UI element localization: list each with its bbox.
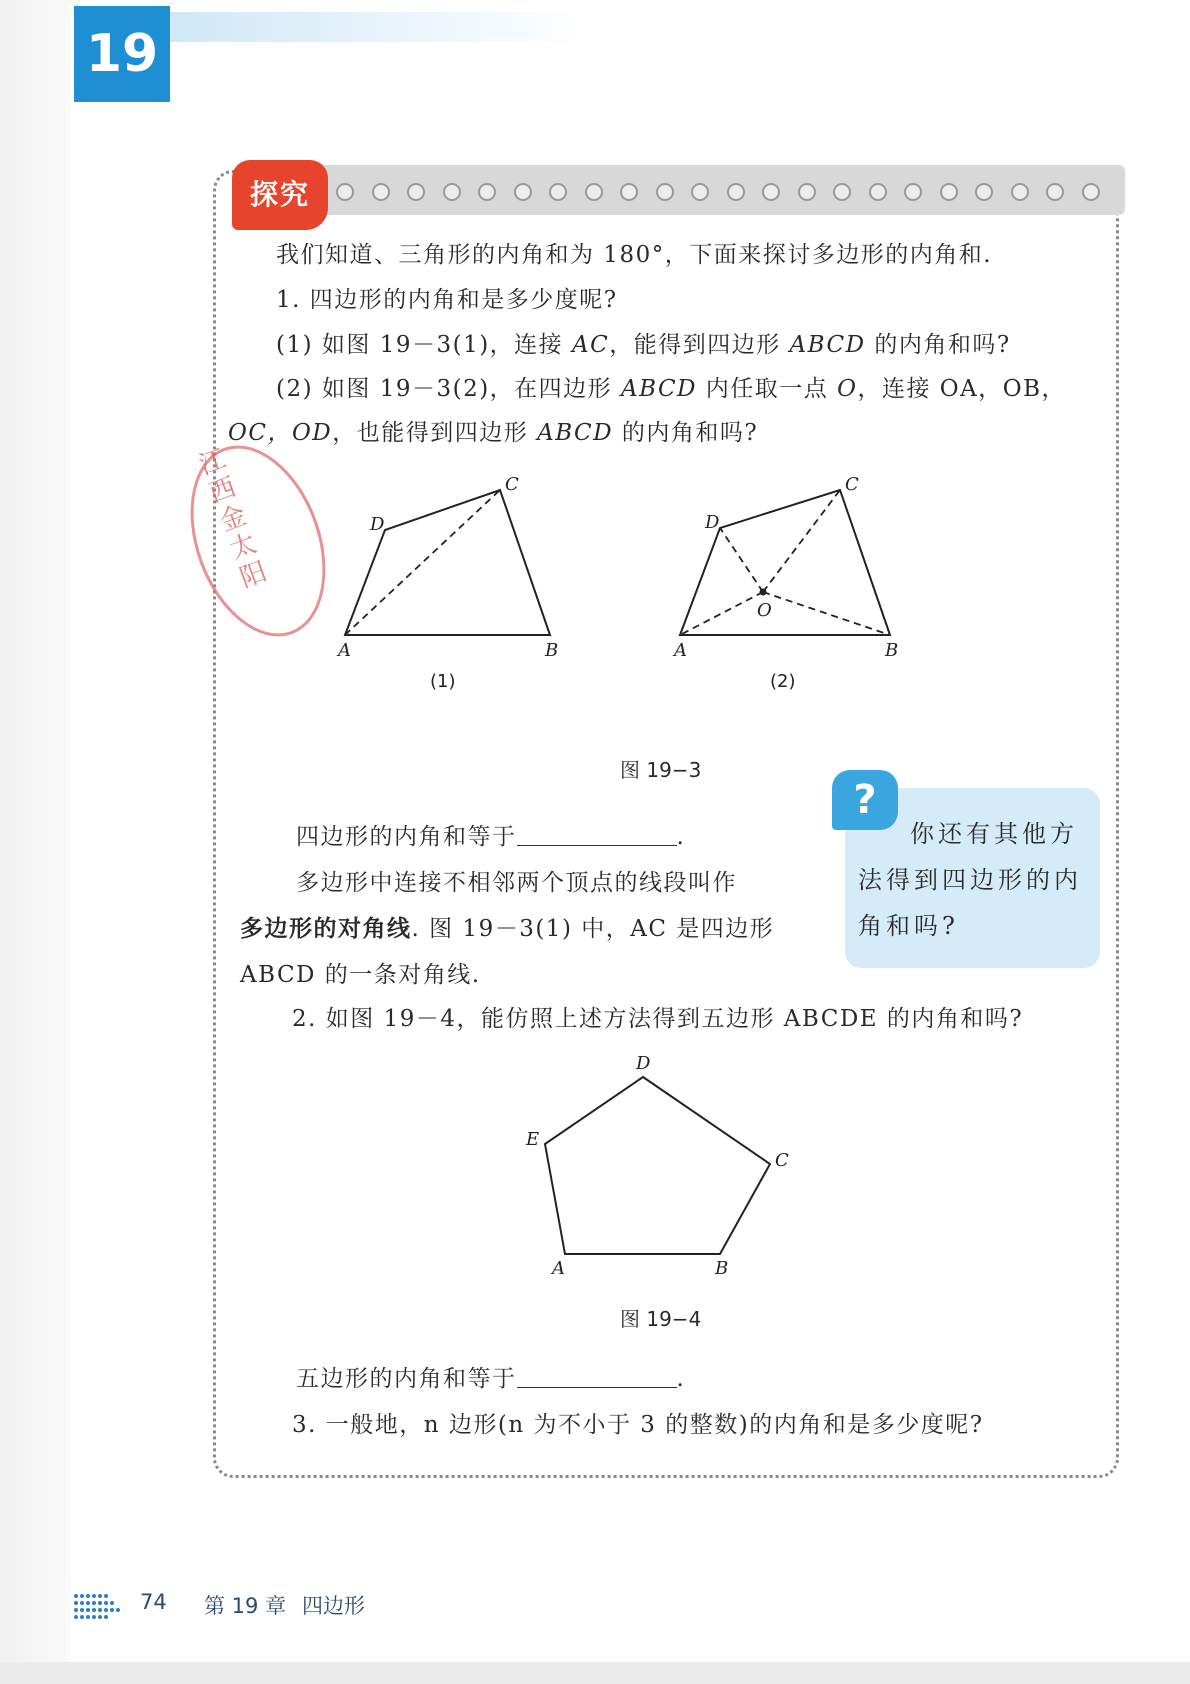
figure-19-4 [510, 1052, 810, 1282]
intro-paragraph: 我们知道、三角形的内角和为 180°，下面来探讨多边形的内角和. [276, 242, 993, 268]
binder-ring [585, 183, 603, 201]
figure-19-3-1-quadrilateral [336, 474, 558, 661]
answer-blank-1[interactable] [517, 825, 677, 846]
binder-ring [620, 183, 638, 201]
label-a-2: A [674, 640, 687, 661]
binder-ring [940, 183, 958, 201]
hint-line-3: 角和吗? [858, 912, 959, 940]
chapter-number-tab: 19 [74, 6, 170, 102]
binder-ring [656, 183, 674, 201]
diagonal-definition-line2: 多边形的对角线. 图 19－3(1) 中，AC 是四边形 [240, 916, 775, 942]
binder-ring [1082, 183, 1100, 201]
label-c-1: C [505, 474, 519, 495]
binder-ring [833, 183, 851, 201]
figure-19-3-2-quadrilateral [672, 474, 898, 661]
binder-ring [478, 183, 496, 201]
sub-caption-1: (1) [430, 671, 456, 692]
page-margin-shade [0, 0, 70, 1684]
fill-quadrilateral-sum: 四边形的内角和等于 . [296, 824, 686, 850]
binder-ring [691, 183, 709, 201]
figure-19-3-caption: 图 19−3 [620, 758, 702, 782]
label-b-pentagon: B [715, 1258, 729, 1279]
sub-caption-2: (2) [770, 671, 796, 692]
hint-line-2: 法得到四边形的内 [858, 866, 1082, 894]
diagonal-definition-line3: ABCD 的一条对角线. [240, 962, 481, 988]
label-b-1: B [545, 640, 559, 661]
footer-chapter-title: 四边形 [302, 1594, 365, 1618]
footer-dots-icon [72, 1590, 132, 1624]
label-d-2: D [705, 512, 720, 533]
binder-ring [1046, 183, 1064, 201]
diagonal-ac [345, 490, 500, 635]
binder-ring [336, 183, 354, 201]
label-a-1: A [338, 640, 351, 661]
figure-19-4-caption: 图 19−4 [620, 1307, 702, 1331]
question-1a: (1) 如图 19－3(1)，连接 AC，能得到四边形 ABCD 的内角和吗? [276, 332, 1011, 358]
explore-tag: 探究 [232, 160, 328, 230]
footer-chapter-label: 第 19 章 [204, 1594, 287, 1618]
binder-ring [762, 183, 780, 201]
label-e-pentagon: E [526, 1129, 540, 1150]
question-1b-line1: (2) 如图 19－3(2)，在四边形 ABCD 内任取一点 O，连接 OA，OB， [276, 376, 1067, 402]
label-b-2: B [885, 640, 899, 661]
binder-ring [798, 183, 816, 201]
answer-blank-2[interactable] [517, 1367, 677, 1388]
binder-ring [869, 183, 887, 201]
binder-ring [372, 183, 390, 201]
figure-19-3 [330, 470, 950, 730]
bottom-shade [0, 1662, 1190, 1684]
binder-ring [904, 183, 922, 201]
diagonal-term: 多边形的对角线 [240, 916, 412, 942]
fill-pentagon-sum: 五边形的内角和等于 . [296, 1366, 686, 1392]
label-c-pentagon: C [775, 1150, 789, 1171]
label-d-1: D [370, 514, 385, 535]
page-number: 74 [140, 1590, 167, 1614]
label-d-pentagon: D [636, 1053, 651, 1074]
question-2: 2. 如图 19－4，能仿照上述方法得到五边形 ABCDE 的内角和吗? [292, 1006, 1024, 1032]
chapter-header-bar [170, 12, 590, 42]
binder-ring [727, 183, 745, 201]
binder-ring [549, 183, 567, 201]
binder-ring [514, 183, 532, 201]
label-c-2: C [845, 474, 859, 495]
binder-ring [407, 183, 425, 201]
question-1: 1. 四边形的内角和是多少度呢? [276, 287, 618, 313]
pentagon [545, 1077, 770, 1254]
stamp-text: 江西金太阳 [195, 444, 271, 594]
hint-line-1: 你还有其他方 [910, 820, 1078, 848]
question-1b-line2: OC，OD，也能得到四边形 ABCD 的内角和吗? [228, 420, 759, 446]
binder-ring [975, 183, 993, 201]
binder-ring [1011, 183, 1029, 201]
label-a-pentagon: A [552, 1258, 565, 1279]
question-mark-icon: ? [832, 770, 898, 830]
point-o [760, 589, 767, 596]
binder-ring [443, 183, 461, 201]
question-3: 3. 一般地，n 边形(n 为不小于 3 的整数)的内角和是多少度呢? [292, 1412, 984, 1438]
label-o: O [757, 600, 772, 621]
diagonal-definition-line1: 多边形中连接不相邻两个顶点的线段叫作 [296, 870, 737, 896]
